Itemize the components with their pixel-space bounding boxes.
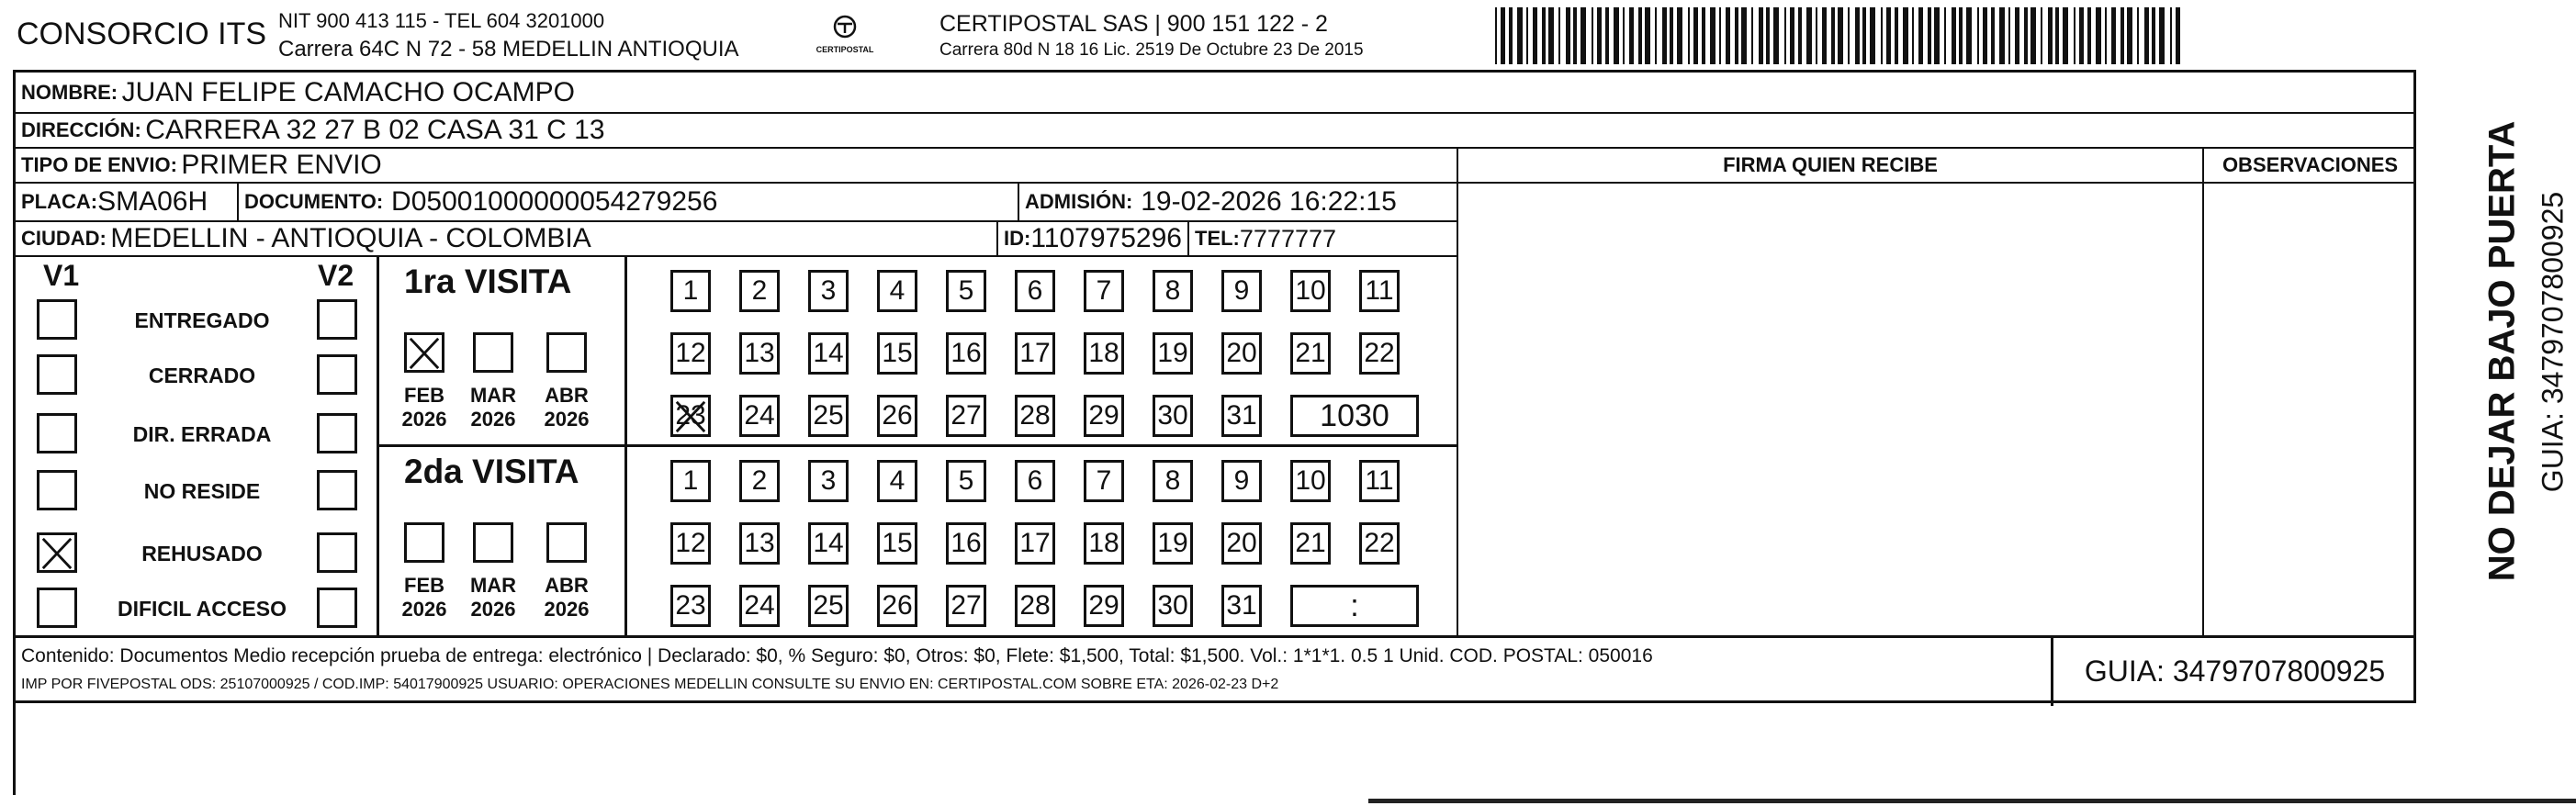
barcode-bar xyxy=(1735,7,1738,64)
barcode-bar xyxy=(1806,7,1812,64)
visit-title: 1ra VISITA xyxy=(404,263,572,300)
direccion-value: CARRERA 32 27 B 02 CASA 31 C 13 xyxy=(145,115,605,145)
tipo-label: TIPO DE ENVIO: xyxy=(21,153,177,176)
day-box[interactable]: 4 xyxy=(877,270,917,312)
no-dejar-bajo-puerta: NO DEJAR BAJO PUERTA xyxy=(2481,120,2523,582)
day-box[interactable]: 19 xyxy=(1153,522,1193,565)
day-box[interactable]: 21 xyxy=(1290,522,1331,565)
admision-value: 19-02-2026 16:22:15 xyxy=(1141,186,1397,217)
nombre-label: NOMBRE: xyxy=(21,80,118,104)
certipostal-logo xyxy=(808,13,882,62)
barcode-bar xyxy=(1702,7,1705,64)
time-box[interactable]: : xyxy=(1290,585,1419,627)
month-checkbox[interactable] xyxy=(404,522,444,563)
barcode-bar xyxy=(1614,7,1619,64)
scan-bottom-line xyxy=(1368,799,2576,803)
day-box[interactable]: 20 xyxy=(1221,332,1262,375)
barcode-bar xyxy=(1773,7,1779,64)
time-box[interactable]: 1030 xyxy=(1290,395,1419,437)
footer-guia-box xyxy=(2051,636,2416,706)
day-box[interactable]: 17 xyxy=(1015,522,1055,565)
status-option-label: REHUSADO xyxy=(141,542,263,565)
day-box[interactable]: 31 xyxy=(1221,585,1262,627)
barcode-bar xyxy=(2170,7,2172,64)
day-box[interactable]: 23 xyxy=(670,395,711,437)
day-box[interactable]: 5 xyxy=(946,460,986,502)
day-box[interactable]: 9 xyxy=(1221,460,1262,502)
barcode-bar xyxy=(1983,7,1987,64)
tel-value: 7777777 xyxy=(1239,224,1337,252)
day-box[interactable]: 25 xyxy=(808,585,849,627)
day-box[interactable]: 31 xyxy=(1221,395,1262,437)
day-box[interactable]: 27 xyxy=(946,585,986,627)
day-box[interactable]: 25 xyxy=(808,395,849,437)
barcode-bar xyxy=(1655,7,1657,64)
barcode-bar xyxy=(1977,7,1979,64)
placa-cell xyxy=(16,184,239,222)
documento-label: DOCUMENTO: xyxy=(244,190,384,213)
barcode-bar xyxy=(1759,7,1763,64)
barcode-bar xyxy=(1573,7,1577,64)
day-box[interactable]: 1 xyxy=(670,460,711,502)
day-box[interactable]: 18 xyxy=(1084,522,1124,565)
barcode-bar xyxy=(1816,7,1817,64)
day-box[interactable]: 27 xyxy=(946,395,986,437)
v1-checkbox[interactable] xyxy=(37,470,77,510)
month-checkbox[interactable] xyxy=(546,332,587,373)
barcode-bar xyxy=(1848,7,1850,64)
barcode-bar xyxy=(2074,7,2075,64)
day-box[interactable]: 20 xyxy=(1221,522,1262,565)
v1-checkbox[interactable] xyxy=(37,299,77,340)
v2-checkbox[interactable] xyxy=(317,354,357,395)
day-box[interactable]: 29 xyxy=(1084,395,1124,437)
day-box[interactable]: 3 xyxy=(808,270,849,312)
barcode-bar xyxy=(2120,7,2124,64)
barcode-bar xyxy=(1558,7,1560,64)
barcode-bar xyxy=(1662,7,1667,64)
barcode-bar xyxy=(1751,7,1753,64)
day-box[interactable]: 12 xyxy=(670,522,711,565)
month-label: FEB xyxy=(404,384,444,407)
signature-area[interactable] xyxy=(1460,185,2202,633)
barcode-bar xyxy=(1517,7,1523,64)
day-box[interactable]: 10 xyxy=(1290,270,1331,312)
month-year: 2026 xyxy=(544,408,590,431)
company-address: Carrera 64C N 72 - 58 MEDELLIN ANTIOQUIA xyxy=(278,37,739,62)
barcode-bar xyxy=(2048,7,2053,64)
day-box[interactable]: 30 xyxy=(1153,395,1193,437)
barcode-bar xyxy=(1895,7,1898,64)
day-box[interactable]: 2 xyxy=(739,270,780,312)
barcode-bar xyxy=(1605,7,1609,64)
status-option-label: NO RESIDE xyxy=(143,479,261,503)
id-value: 1107975296 xyxy=(1030,223,1182,253)
month-year: 2026 xyxy=(470,408,516,431)
v2-checkbox[interactable] xyxy=(317,299,357,340)
barcode-bar xyxy=(1934,7,1940,64)
barcode-bar xyxy=(1592,7,1593,64)
placa-label: PLACA: xyxy=(21,190,98,213)
day-box[interactable]: 24 xyxy=(739,395,780,437)
day-box[interactable]: 8 xyxy=(1153,270,1193,312)
barcode-bar xyxy=(2015,7,2019,64)
day-box[interactable]: 28 xyxy=(1015,395,1055,437)
status-option-label: DIFICIL ACCESO xyxy=(117,597,287,621)
side-guia: GUIA: 3479707800925 xyxy=(2536,191,2570,493)
day-box[interactable]: 7 xyxy=(1084,460,1124,502)
barcode-bar xyxy=(1542,7,1546,64)
id-cell xyxy=(998,222,1189,257)
carrier-name: CERTIPOSTAL SAS | 900 151 122 - 2 xyxy=(939,11,1328,37)
month-year: 2026 xyxy=(544,598,590,621)
barcode-bar xyxy=(1501,7,1505,64)
nombre-row xyxy=(16,73,2416,114)
barcode-bar xyxy=(1870,7,1875,64)
direccion-row xyxy=(16,114,2416,149)
check-mark-icon xyxy=(407,335,442,370)
v2-checkbox[interactable] xyxy=(317,470,357,510)
barcode-bar xyxy=(1741,7,1747,64)
tel-cell xyxy=(1189,222,1457,257)
day-box[interactable]: 29 xyxy=(1084,585,1124,627)
barcode-bar xyxy=(1629,7,1634,64)
ciudad-value: MEDELLIN - ANTIOQUIA - COLOMBIA xyxy=(110,223,591,253)
day-box[interactable]: 8 xyxy=(1153,460,1193,502)
documento-value: D05001000000054279256 xyxy=(391,186,718,217)
day-box[interactable]: 15 xyxy=(877,522,917,565)
barcode-bar xyxy=(1580,7,1586,64)
barcode-bar xyxy=(2008,7,2010,64)
day-box[interactable]: 28 xyxy=(1015,585,1055,627)
barcode-bar xyxy=(1959,7,1963,64)
day-box[interactable]: 14 xyxy=(808,522,849,565)
barcode-bar xyxy=(1693,7,1698,64)
barcode-bar xyxy=(1566,7,1570,64)
day-box[interactable]: 16 xyxy=(946,332,986,375)
barcode-bar xyxy=(1928,7,1931,64)
status-option-label: DIR. ERRADA xyxy=(132,422,272,446)
barcode-bar xyxy=(2159,7,2165,64)
firma-label: FIRMA QUIEN RECIBE xyxy=(1723,153,1938,176)
observaciones-label: OBSERVACIONES xyxy=(2222,153,2399,176)
observaciones-header xyxy=(2204,149,2416,184)
month-label: MAR xyxy=(469,384,517,407)
footer-impresion: IMP POR FIVEPOSTAL ODS: 25107000925 / COD.IMP: 54017900925 USUARIO: OPERACIONES MEDELLIN CONSULTE SU ENVIO EN: CERTIPOSTAL.COM SOBRE ETA: 2026-02-23 D+2 xyxy=(21,677,1279,692)
barcode-bar xyxy=(1855,7,1860,64)
day-box[interactable]: 21 xyxy=(1290,332,1331,375)
barcode-bar xyxy=(2152,7,2155,64)
visit-1-months-divider xyxy=(624,257,627,635)
barcode-bar xyxy=(2087,7,2091,64)
status-option-label: CERRADO xyxy=(148,364,256,387)
day-box[interactable]: 26 xyxy=(877,395,917,437)
day-box[interactable]: 10 xyxy=(1290,460,1331,502)
ciudad-label: CIUDAD: xyxy=(21,227,107,250)
barcode-bar xyxy=(1838,7,1843,64)
footer xyxy=(16,635,2416,703)
v1-checkbox[interactable] xyxy=(37,588,77,628)
barcode-bar xyxy=(1991,7,1995,64)
status-option-label: ENTREGADO xyxy=(134,308,270,332)
day-box[interactable]: 17 xyxy=(1015,332,1055,375)
day-box[interactable]: 16 xyxy=(946,522,986,565)
check-mark-icon xyxy=(39,535,74,570)
day-box[interactable]: 14 xyxy=(808,332,849,375)
month-checkbox[interactable] xyxy=(473,332,513,373)
documento-cell xyxy=(239,184,1019,222)
barcode-bar xyxy=(1918,7,1923,64)
barcode-bar xyxy=(2041,7,2042,64)
barcode-bar xyxy=(2137,7,2139,64)
day-box[interactable]: 1 xyxy=(670,270,711,312)
day-box[interactable]: 18 xyxy=(1084,332,1124,375)
barcode-bar xyxy=(1526,7,1528,64)
barcode-bar xyxy=(1688,7,1690,64)
day-box[interactable]: 13 xyxy=(739,332,780,375)
barcode-bar xyxy=(1798,7,1802,64)
barcode-bar xyxy=(2030,7,2036,64)
scan-edge-line xyxy=(13,703,16,795)
barcode-bar xyxy=(2127,7,2132,64)
barcode-bar xyxy=(1677,7,1682,64)
barcode-bar xyxy=(1881,7,1883,64)
logo-icon xyxy=(827,13,863,40)
barcode xyxy=(1495,7,2182,64)
day-box[interactable]: 22 xyxy=(1359,522,1400,565)
barcode-bar xyxy=(1638,7,1642,64)
admision-label: ADMISIÓN: xyxy=(1025,190,1133,213)
barcode-bar xyxy=(1548,7,1554,64)
barcode-bar xyxy=(2055,7,2059,64)
day-box[interactable]: 7 xyxy=(1084,270,1124,312)
barcode-bar xyxy=(1495,7,1497,64)
check-mark-icon xyxy=(673,397,708,434)
barcode-bar xyxy=(2176,7,2180,64)
carrier-license: Carrera 80d N 18 16 Lic. 2519 De Octubre 23 De 2015 xyxy=(939,40,1364,60)
v2-checkbox[interactable] xyxy=(317,588,357,628)
day-box[interactable]: 12 xyxy=(670,332,711,375)
month-year: 2026 xyxy=(401,598,447,621)
v1-label: V1 xyxy=(43,259,80,292)
barcode-bar xyxy=(2063,7,2068,64)
barcode-bar xyxy=(1862,7,1866,64)
barcode-bar xyxy=(1822,7,1827,64)
day-box[interactable]: 11 xyxy=(1359,270,1400,312)
footer-guia: GUIA: 3479707800925 xyxy=(2084,654,2386,688)
v1-checkbox[interactable] xyxy=(37,413,77,453)
barcode-bar xyxy=(1886,7,1891,64)
day-box[interactable]: 4 xyxy=(877,460,917,502)
v2-checkbox[interactable] xyxy=(317,532,357,573)
barcode-bar xyxy=(1903,7,1908,64)
company-name: CONSORCIO ITS xyxy=(17,17,267,51)
barcode-bar xyxy=(1952,7,1956,64)
day-box[interactable]: 11 xyxy=(1359,460,1400,502)
day-box[interactable]: 24 xyxy=(739,585,780,627)
barcode-bar xyxy=(1944,7,1946,64)
barcode-bar xyxy=(1999,7,2005,64)
barcode-bar xyxy=(1533,7,1537,64)
barcode-bar xyxy=(1766,7,1770,64)
barcode-bar xyxy=(1710,7,1715,64)
month-label: ABR xyxy=(545,384,589,407)
tipo-value: PRIMER ENVIO xyxy=(181,150,382,180)
tipo-row xyxy=(16,149,1457,184)
month-checkbox[interactable] xyxy=(404,332,444,373)
barcode-bar xyxy=(2024,7,2028,64)
barcode-bar xyxy=(1645,7,1650,64)
barcode-bar xyxy=(1726,7,1730,64)
day-box[interactable]: 26 xyxy=(877,585,917,627)
month-year: 2026 xyxy=(401,408,447,431)
month-year: 2026 xyxy=(470,598,516,621)
v1-checkbox[interactable] xyxy=(37,532,77,573)
barcode-bar xyxy=(1509,7,1513,64)
day-box[interactable]: 3 xyxy=(808,460,849,502)
direccion-label: DIRECCIÓN: xyxy=(21,118,141,141)
barcode-bar xyxy=(1784,7,1786,64)
barcode-bar xyxy=(1912,7,1914,64)
day-box[interactable]: 6 xyxy=(1015,460,1055,502)
v2-checkbox[interactable] xyxy=(317,413,357,453)
day-box[interactable]: 23 xyxy=(670,585,711,627)
barcode-bar xyxy=(2144,7,2149,64)
firma-header xyxy=(1457,149,2204,184)
footer-contenido: Contenido: Documentos Medio recepción prueba de entrega: electrónico | Declarado: $0, % Seguro: $0, Otros: $0, Flete: $1,500, Total: $1,500. Vol.: 1*1*1. 0.5 1 Unid. COD. POSTAL: 050016 xyxy=(21,645,1653,666)
side-text xyxy=(2424,92,2571,606)
month-label: ABR xyxy=(545,574,589,597)
nombre-value: JUAN FELIPE CAMACHO OCAMPO xyxy=(121,76,575,107)
ciudad-cell xyxy=(16,222,998,257)
tel-label: TEL: xyxy=(1195,227,1240,250)
header xyxy=(0,0,2576,68)
barcode-bar xyxy=(2079,7,2084,64)
v2-label: V2 xyxy=(318,259,354,292)
month-checkbox[interactable] xyxy=(473,522,513,563)
barcode-bar xyxy=(1597,7,1602,64)
day-box[interactable]: 2 xyxy=(739,460,780,502)
month-checkbox[interactable] xyxy=(546,522,587,563)
day-box[interactable]: 19 xyxy=(1153,332,1193,375)
day-box[interactable]: 15 xyxy=(877,332,917,375)
barcode-bar xyxy=(2096,7,2101,64)
admision-cell xyxy=(1019,184,1457,222)
barcode-bar xyxy=(1719,7,1721,64)
month-label: MAR xyxy=(469,574,517,597)
day-box[interactable]: 22 xyxy=(1359,332,1400,375)
day-box[interactable]: 9 xyxy=(1221,270,1262,312)
barcode-bar xyxy=(2105,7,2107,64)
barcode-bar xyxy=(1623,7,1625,64)
day-box[interactable]: 30 xyxy=(1153,585,1193,627)
month-label: FEB xyxy=(404,574,444,597)
barcode-bar xyxy=(2111,7,2116,64)
placa-value: SMA06H xyxy=(97,186,208,217)
v1-checkbox[interactable] xyxy=(37,354,77,395)
day-box[interactable]: 13 xyxy=(739,522,780,565)
barcode-bar xyxy=(1790,7,1794,64)
logo-text: CERTIPOSTAL xyxy=(816,45,874,54)
visit-title: 2da VISITA xyxy=(404,453,579,490)
barcode-bar xyxy=(1966,7,1972,64)
barcode-bar xyxy=(1670,7,1673,64)
id-label: ID: xyxy=(1004,227,1031,250)
day-box[interactable]: 6 xyxy=(1015,270,1055,312)
company-nit: NIT 900 413 115 - TEL 604 3201000 xyxy=(278,9,605,32)
day-box[interactable]: 5 xyxy=(946,270,986,312)
observations-area[interactable] xyxy=(2206,185,2413,633)
barcode-bar xyxy=(1831,7,1835,64)
